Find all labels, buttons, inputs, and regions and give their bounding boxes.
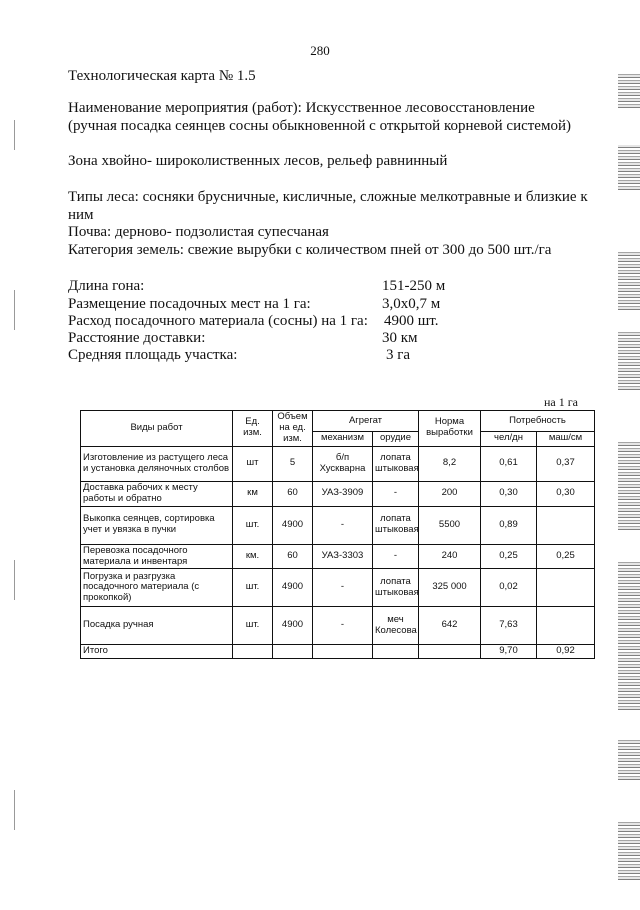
param-value: 3,0х0,7 м bbox=[382, 296, 441, 312]
cell-mechanism: УАЗ-3909 bbox=[313, 481, 373, 506]
works-table bbox=[80, 410, 595, 659]
cell-unit: шт. bbox=[233, 607, 273, 645]
cell-volume: 60 bbox=[273, 481, 313, 506]
cell-unit: км bbox=[233, 481, 273, 506]
cell-man-days: 0,02 bbox=[481, 569, 537, 607]
table-row bbox=[81, 506, 595, 544]
param-value: 30 км bbox=[382, 330, 418, 346]
cell-man-days: 0,25 bbox=[481, 544, 537, 569]
scan-noise bbox=[618, 145, 640, 190]
cell-tool: лопата штыковая bbox=[373, 446, 419, 481]
cell-unit: км. bbox=[233, 544, 273, 569]
cell-machine-shifts bbox=[537, 506, 595, 544]
param-value: 151-250 м bbox=[382, 278, 446, 294]
cell-norm: 325 000 bbox=[419, 569, 481, 607]
header-need: Потребность bbox=[481, 411, 595, 432]
total-machine-shifts: 0,92 bbox=[537, 645, 595, 659]
soil: Почва: дерново- подзолистая супесчаная bbox=[68, 224, 329, 240]
forest-types-line-2: ним bbox=[68, 207, 94, 223]
header-volume: Объем на ед. изм. bbox=[273, 411, 313, 447]
cell-name: Выкопка сеянцев, сортировка учет и увязка в пучки bbox=[81, 506, 233, 544]
scan-noise bbox=[618, 330, 640, 390]
cell-mechanism: б/п Хускварна bbox=[313, 446, 373, 481]
header-work-types: Виды работ bbox=[81, 411, 233, 447]
scan-noise bbox=[618, 72, 640, 108]
table-row bbox=[81, 569, 595, 607]
cell-name: Погрузка и разгрузка посадочного материала (с прокопкой) bbox=[81, 569, 233, 607]
cell-tool: - bbox=[373, 481, 419, 506]
scan-mark bbox=[14, 790, 15, 830]
cell-man-days: 0,89 bbox=[481, 506, 537, 544]
cell-name: Изготовление из растущего леса и установка деляночных столбов bbox=[81, 446, 233, 481]
cell-man-days: 0,61 bbox=[481, 446, 537, 481]
cell-volume: 4900 bbox=[273, 569, 313, 607]
land-category: Категория земель: свежие вырубки с количеством пней от 300 до 500 шт./га bbox=[68, 242, 552, 258]
activity-name-line-2: (ручная посадка сеянцев сосны обыкновенной с открытой корневой системой) bbox=[68, 118, 571, 134]
cell-man-days: 7,63 bbox=[481, 607, 537, 645]
table-unit-note: на 1 га bbox=[544, 395, 578, 409]
cell-machine-shifts bbox=[537, 607, 595, 645]
cell-machine-shifts: 0,25 bbox=[537, 544, 595, 569]
cell-machine-shifts: 0,30 bbox=[537, 481, 595, 506]
cell-norm: 240 bbox=[419, 544, 481, 569]
activity-name-line-1: Наименование мероприятия (работ): Искусственное лесовосстановление bbox=[68, 100, 535, 116]
total-label: Итого bbox=[81, 645, 233, 659]
cell-norm: 5500 bbox=[419, 506, 481, 544]
cell-norm: 200 bbox=[419, 481, 481, 506]
forest-zone: Зона хвойно- широколиственных лесов, рельеф равнинный bbox=[68, 153, 448, 169]
param-value: 4900 шт. bbox=[384, 313, 439, 329]
scan-noise bbox=[618, 820, 640, 880]
header-machine-shifts: маш/см bbox=[537, 432, 595, 447]
cell-tool: меч Колесова bbox=[373, 607, 419, 645]
scan-noise bbox=[618, 740, 640, 780]
cell-volume: 4900 bbox=[273, 607, 313, 645]
cell-mechanism: УАЗ-3303 bbox=[313, 544, 373, 569]
scan-mark bbox=[14, 560, 15, 600]
header-man-days: чел/дн bbox=[481, 432, 537, 447]
param-label: Расход посадочного материала (сосны) на 1 га: bbox=[68, 313, 368, 329]
forest-types-line-1: Типы леса: сосняки брусничные, кисличные, сложные мелкотравные и близкие к bbox=[68, 189, 588, 205]
total-man-days: 9,70 bbox=[481, 645, 537, 659]
cell-mechanism: - bbox=[313, 607, 373, 645]
table-row bbox=[81, 544, 595, 569]
param-label: Средняя площадь участка: bbox=[68, 347, 238, 363]
scan-noise bbox=[618, 440, 640, 530]
table-row bbox=[81, 607, 595, 645]
header-unit: Ед. изм. bbox=[233, 411, 273, 447]
page-number: 280 bbox=[310, 43, 330, 58]
header-aggregate: Агрегат bbox=[313, 411, 419, 432]
cell-machine-shifts bbox=[537, 569, 595, 607]
cell-mechanism: - bbox=[313, 506, 373, 544]
cell-name: Перевозка посадочного материала и инвентаря bbox=[81, 544, 233, 569]
scan-mark bbox=[14, 120, 15, 150]
scan-mark bbox=[14, 290, 15, 330]
cell-machine-shifts: 0,37 bbox=[537, 446, 595, 481]
cell-man-days: 0,30 bbox=[481, 481, 537, 506]
cell-volume: 4900 bbox=[273, 506, 313, 544]
table-row bbox=[81, 446, 595, 481]
cell-unit: шт. bbox=[233, 506, 273, 544]
param-label: Расстояние доставки: bbox=[68, 330, 206, 346]
header-mechanism: механизм bbox=[313, 432, 373, 447]
table-row bbox=[81, 481, 595, 506]
cell-mechanism: - bbox=[313, 569, 373, 607]
cell-volume: 5 bbox=[273, 446, 313, 481]
card-title: Технологическая карта № 1.5 bbox=[68, 68, 256, 84]
cell-unit: шт bbox=[233, 446, 273, 481]
cell-tool: - bbox=[373, 544, 419, 569]
param-label: Длина гона: bbox=[68, 278, 145, 294]
param-label: Размещение посадочных мест на 1 га: bbox=[68, 296, 311, 312]
header-norm: Норма выработки bbox=[419, 411, 481, 447]
cell-unit: шт. bbox=[233, 569, 273, 607]
cell-tool: лопата штыковая bbox=[373, 569, 419, 607]
scan-noise bbox=[618, 250, 640, 310]
total-row bbox=[81, 645, 595, 659]
param-value: 3 га bbox=[386, 347, 411, 363]
scan-noise bbox=[618, 560, 640, 710]
cell-name: Доставка рабочих к месту работы и обратно bbox=[81, 481, 233, 506]
cell-tool: лопата штыковая bbox=[373, 506, 419, 544]
header-tool: орудие bbox=[373, 432, 419, 447]
cell-norm: 642 bbox=[419, 607, 481, 645]
cell-volume: 60 bbox=[273, 544, 313, 569]
cell-norm: 8,2 bbox=[419, 446, 481, 481]
cell-name: Посадка ручная bbox=[81, 607, 233, 645]
